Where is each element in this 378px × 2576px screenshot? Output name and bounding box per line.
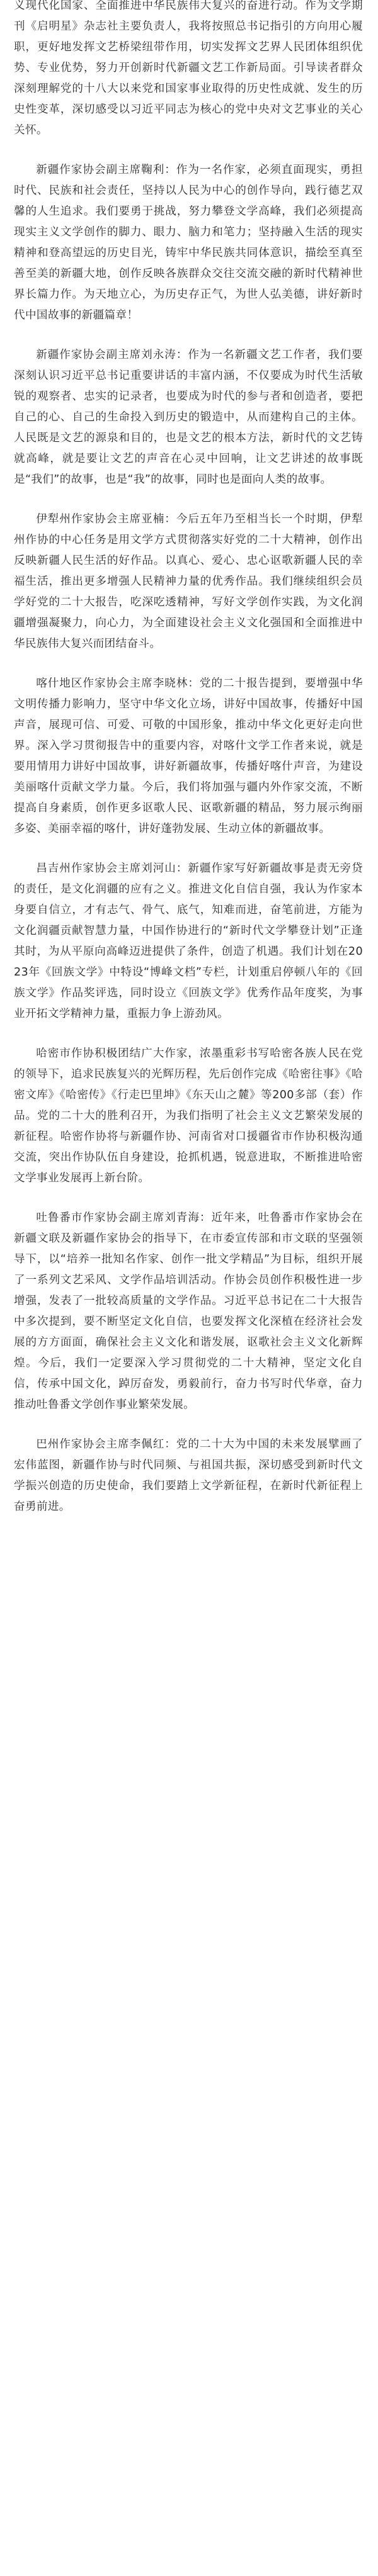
article-paragraph-1: 义现代化国家、全面推进中华民族伟大复兴的奋进行动。作为文学期刊《启明星》杂志社主要负责人，我将按照总书记指引的方向用心履职，更好地发挥文艺桥梁纽带作用，切实发挥文艺界人民团体组织优势、专业优势，努力开创新时代新疆文艺工作新局面。引导读者群众深刻理解党的十八大以来党和国家事业取得的历史性成就、发生的历史性变革，深切感受以习近平同志为核心的党中央对文艺事业的关心关怀。 [14,0,363,137]
article-paragraph-7: 哈密市作协积极团结广大作家，浓墨重彩书写哈密各族人民在党的领导下，追求民族复兴的光辉历程，先后创作完成《哈密往事》《哈密文库》《哈密传》《行走巴里坤》《东天山之麓》等200多部（套）作品。党的二十大的胜利召开，为我们指明了社会主义文艺繁荣发展的新征程。哈密作协将与新疆作协、河南省对口援疆省市作协积极沟通交流，突出作协队伍自身建设，抢抓机遇，锐意进取，不断推进哈密文学事业发展再上新台阶。 [14,1047,363,1184]
article-paragraph-4: 伊犁州作家协会主席亚楠：今后五年乃至相当长一个时期，伊犁州作协的中心任务是用文学方式贯彻落实好党的二十大精神，创作出反映新疆人民生活的好作品。以真心、爱心、忠心讴歌新疆人民的幸福生活，推出更多增强人民精神力量的优秀作品。我们继续组织会员学好党的二十大报告，吃深吃透精神，写好文学创作实践，为文化润疆增强凝聚力，向心力，为全面建设社会主义文化强国和全面推进中华民族伟大复兴而团结奋斗。 [14,513,363,650]
article-paragraph-5: 喀什地区作家协会主席李晓林：党的二十报告提到，要增强中华文明传播力影响力，坚守中华文化立场，讲好中国故事，传播好中国声音，展现可信、可爱、可敬的中国形象，推动中华文化更好走向世界。深入学习贯彻报告中的重要内容，对喀什文学工作者来说，就是要用情用力讲好中国故事，讲好新疆故事，传播好喀什声音，为建设美丽喀什贡献文学力量。今后，我们将加强与疆内外作家交流，不断提高自身素质，创作更多讴歌人民、讴歌新疆的精品，努力展示绚丽多姿、美丽幸福的喀什，讲好蓬勃发展、生动立体的新疆故事。 [14,677,363,835]
article-paragraph-3: 新疆作家协会副主席刘永涛：作为一名新疆文艺工作者，我们要深刻认识习近平总书记重要讲话的丰富内涵，不仅要成为时代生活敏锐的观察者、忠实的记录者，也要成为时代的参与者和创造者，要把自己的心、自己的生命投入到历史的锻造中，从而建构自己的主体。人民既是文艺的源泉和目的，也是文艺的根本方法，新时代的文艺铸就高峰，就是要让文艺的声音在心灵中回响，让文艺讲述的故事既是“我们”的故事，也是“我”的故事，同时也是面向人类的故事。 [14,349,363,486]
article-paragraph-8: 吐鲁番市作家协会副主席刘青海：近年来，吐鲁番市作家协会在新疆文联及新疆作家协会的指导下，在市委宣传部和市文联的坚强领导下，以“培养一批知名作家、创作一批文学精品”为目标，组织开展了一系列文艺采风、文学作品培训活动。作协会员创作积极性进一步增强，发表了一批较高质量的文学作品。习近平总书记在二十大报告中多次提到，要不断坚定文化自信，也要发挥文化深植在经济社会发展的方方面面，确保社会主义文化和谐发展，讴歌社会主义文化新辉煌。今后，我们一定要深入学习贯彻党的二十大精神，坚定文化自信，传承中国文化，踔厉奋发，勇毅前行，奋力书写时代华章，奋力推动吐鲁番文学创作事业繁荣发展。 [14,1212,363,1411]
article-paragraph-6: 昌吉州作家协会主席刘河山：新疆作家写好新疆故事是责无旁贷的责任，是文化润疆的应有之义。推进文化自信自强，我认为作家本身要自信立，才有志气、骨气、底气，知难而进，奋笔前进，方能为文化润疆贡献智慧力量，中国作协进行的“新时代文学攀登计划”正逢其时，为从平原向高峰迈进提供了条件，创造了机遇。我们计划在2023年《回族文学》中特设“博峰文档”专栏，计划重启停顿八年的《回族文学》作品奖评选，同时设立《回族文学》优秀作品年度奖，为事业开拓文学精神力量，重振力争上游劲风。 [14,862,363,1020]
article-paragraph-9: 巴州作家协会主席李佩红：党的二十大为中国的未来发展擘画了宏伟蓝图，新疆作协与时代同频、与祖国共振，深切感受到新时代文学振兴创造的历史使命，我们要踏上文学新征程，在新时代新征程上奋勇前进。 [14,1438,363,1513]
article-paragraph-2: 新疆作家协会副主席鞠利：作为一名作家，必须直面现实，勇担时代、民族和社会责任，坚持以人民为中心的创作导向，践行德艺双馨的人生追求。我们要勇于挑战，努力攀登文学高峰，我们必须提高现实主义文学创作的脚力、眼力、脑力和笔力；坚持融入生活的现实精神和登高望远的历史目光，铸牢中华民族共同体意识，描绘至真至善至美的新疆大地，创作反映各族群众交往交流交融的新时代精神世界长篇力作。为天地立心，为历史存正气，为世人弘美德，讲好新时代中国故事的新疆篇章！ [14,164,363,322]
